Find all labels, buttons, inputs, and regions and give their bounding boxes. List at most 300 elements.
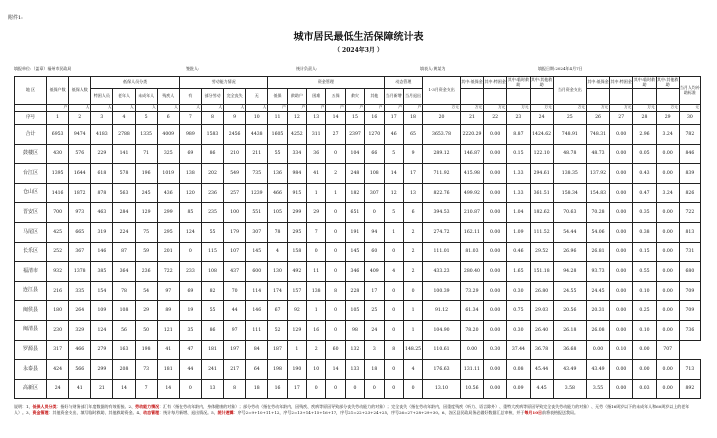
data-cell: 16 <box>307 320 326 340</box>
district-name: 合计 <box>15 125 47 145</box>
table-row <box>15 301 701 321</box>
data-cell: 162.11 <box>460 222 483 242</box>
data-cell: 14 <box>326 360 345 380</box>
data-cell: 16 <box>268 379 287 399</box>
data-cell: 915 <box>287 183 306 203</box>
data-cell: 198 <box>135 340 157 360</box>
data-cell: 154.83 <box>586 183 609 203</box>
units-cell: 元 <box>679 105 700 112</box>
data-cell: 1335 <box>135 125 157 145</box>
data-cell: 722 <box>157 262 179 282</box>
data-cell: 0.00 <box>656 203 679 223</box>
units-cell: 户 <box>307 105 326 112</box>
data-cell: 0.00 <box>633 360 656 380</box>
data-cell: 549 <box>224 164 246 184</box>
header-classification: 残疾人 <box>157 89 179 105</box>
data-cell: 82 <box>201 281 223 301</box>
data-cell: 4438 <box>246 125 268 145</box>
district-name: 高新区 <box>15 379 47 399</box>
units-cell: 人 <box>91 105 113 112</box>
data-cell: 157 <box>287 281 306 301</box>
data-cell: 839 <box>679 164 700 184</box>
seq-cell: 8 <box>201 112 223 125</box>
data-cell: 385 <box>91 262 113 282</box>
data-cell: 60 <box>365 242 384 262</box>
data-cell: 17 <box>365 281 384 301</box>
data-cell: 100.39 <box>423 281 461 301</box>
data-cell: 233 <box>179 262 201 282</box>
data-cell: 130 <box>268 262 287 282</box>
data-cell: 651 <box>345 203 364 223</box>
table-row <box>15 242 701 262</box>
units-cell: 人 <box>246 105 268 112</box>
data-cell: 44 <box>224 301 246 321</box>
data-cell: 0.00 <box>656 242 679 262</box>
data-cell: 181 <box>201 340 223 360</box>
data-cell: 4.45 <box>530 379 553 399</box>
data-cell: 600 <box>246 262 268 282</box>
data-cell: 190 <box>287 360 306 380</box>
data-cell: 13.10 <box>423 379 461 399</box>
units-cell <box>15 105 47 112</box>
data-cell: 8 <box>224 379 246 399</box>
units-cell: 人 <box>135 105 157 112</box>
header-sub2: 其中:低保金 <box>586 77 609 89</box>
data-cell: 4 <box>403 360 422 380</box>
data-cell: 26.96 <box>553 242 586 262</box>
data-cell: 3.24 <box>656 125 679 145</box>
seq-cell: 30 <box>679 112 700 125</box>
data-cell: 0.00 <box>610 301 633 321</box>
data-cell: 56 <box>113 320 135 340</box>
data-cell: 13 <box>201 379 223 399</box>
data-cell: 50 <box>135 320 157 340</box>
header-sub: 其中:其他救助 <box>530 77 553 87</box>
data-cell: 8 <box>384 340 403 360</box>
data-cell: 131.11 <box>460 360 483 380</box>
district-name: 福清市 <box>15 262 47 282</box>
table-header <box>15 77 701 125</box>
data-cell: 433.23 <box>423 262 461 282</box>
data-cell: 973 <box>69 203 91 223</box>
data-cell: 67 <box>268 301 287 321</box>
data-cell: 181 <box>157 360 179 380</box>
data-cell: 158 <box>287 242 306 262</box>
units-cell: 人 <box>69 105 91 112</box>
district-name: 连江县 <box>15 281 47 301</box>
data-cell: 54 <box>135 281 157 301</box>
data-cell: 182 <box>345 183 364 203</box>
data-cell: 346 <box>345 262 364 282</box>
data-cell: 235 <box>201 203 223 223</box>
data-cell: 0.00 <box>484 301 507 321</box>
data-cell: 6953 <box>47 125 69 145</box>
seq-cell: 10 <box>246 112 268 125</box>
data-cell: 59 <box>135 242 157 262</box>
header-funds: 其他 <box>365 89 384 105</box>
data-cell: 466 <box>69 340 91 360</box>
notes-text: ：其他资金支出，填写临时救助、其他救助资金。4、 <box>48 410 144 415</box>
data-cell: 0.09 <box>507 379 530 399</box>
data-cell: 0.46 <box>507 242 530 262</box>
data-cell: 45.44 <box>530 360 553 380</box>
data-cell: 124 <box>91 320 113 340</box>
data-cell: 107 <box>224 242 246 262</box>
units-cell: 万元 <box>530 105 553 112</box>
data-cell: 3 <box>365 340 384 360</box>
data-cell: 0.00 <box>610 281 633 301</box>
units-cell: 人 <box>224 105 246 112</box>
data-cell: 0.00 <box>484 125 507 145</box>
attachment-label: 附件1: <box>8 15 23 21</box>
data-cell: 69 <box>179 144 201 164</box>
data-cell: 367 <box>69 242 91 262</box>
data-cell: 24.45 <box>586 281 609 301</box>
data-cell: 43.49 <box>586 360 609 380</box>
data-cell: 65 <box>403 125 422 145</box>
units-cell: 万元 <box>553 105 586 112</box>
data-cell: 319 <box>91 222 113 242</box>
notes-text: ：汇有（指在劳动年龄内，身体健康的对象）；部分劳动（指在劳动年龄内，因残疾、疾病等原因导致部分丧失劳动能力的对象）；完全丧失（指在劳动年龄内，因重度残疾（听力、语言除外）、重特大疾病等原因导致完全丧失劳动能力的对象）、无劳（指16周岁以下的未成年人和60周岁以上的老年人）。3、 <box>14 404 690 415</box>
data-cell: 665 <box>69 222 91 242</box>
data-cell: 44 <box>179 360 201 380</box>
data-cell: 0.00 <box>484 144 507 164</box>
units-cell: 万元 <box>507 105 530 112</box>
data-cell: 2220.29 <box>460 125 483 145</box>
data-cell: 4183 <box>91 125 113 145</box>
data-cell: 0 <box>384 379 403 399</box>
report-period: （ 2024年3月 ） <box>333 47 384 54</box>
notes-key-dynamic: 动态管理 <box>143 410 160 415</box>
data-cell: 0.75 <box>507 301 530 321</box>
data-cell: 295 <box>157 222 179 242</box>
data-cell: 4 <box>384 262 403 282</box>
data-cell: 61.34 <box>460 301 483 321</box>
table-row <box>15 360 701 380</box>
data-cell: 0.00 <box>484 262 507 282</box>
data-cell: 709 <box>679 281 700 301</box>
data-cell: 822.76 <box>423 183 461 203</box>
data-cell: 2397 <box>345 125 364 145</box>
data-cell: 5 <box>384 144 403 164</box>
data-cell: 4252 <box>287 125 306 145</box>
data-cell: 211 <box>246 144 268 164</box>
data-cell: 0.47 <box>633 183 656 203</box>
header-labor: 部分劳动 <box>201 89 223 105</box>
data-cell: 71 <box>135 144 157 164</box>
data-cell: 1 <box>307 301 326 321</box>
data-cell: 0 <box>307 379 326 399</box>
data-cell: 24.55 <box>553 281 586 301</box>
data-cell: 0 <box>384 320 403 340</box>
data-cell: 104.90 <box>423 320 461 340</box>
table-row <box>15 144 701 164</box>
data-cell: 146.87 <box>460 144 483 164</box>
seq-cell: 17 <box>384 112 403 125</box>
header-total-funds: 1-3月资金支出 <box>423 77 461 105</box>
data-cell: 1395 <box>47 164 69 184</box>
data-cell: 93.73 <box>586 262 609 282</box>
data-cell: 54.44 <box>553 222 586 242</box>
data-cell: 0.10 <box>633 320 656 340</box>
data-cell: 0 <box>326 379 345 399</box>
data-cell: 878 <box>91 183 113 203</box>
data-cell: 578 <box>113 164 135 184</box>
data-cell: 236 <box>201 183 223 203</box>
data-cell: 78 <box>113 281 135 301</box>
data-cell: 0.00 <box>610 144 633 164</box>
data-cell: 0.00 <box>484 379 507 399</box>
data-cell: 274.72 <box>423 222 461 242</box>
data-cell: 424 <box>47 360 69 380</box>
data-cell: 1.33 <box>507 164 530 184</box>
data-cell: 563 <box>113 183 135 203</box>
units-cell: 户 <box>47 105 69 112</box>
data-cell: 989 <box>179 125 201 145</box>
data-cell: 36.78 <box>530 340 553 360</box>
data-cell: 108 <box>365 164 384 184</box>
data-cell: 27 <box>326 125 345 145</box>
data-cell: 210 <box>224 144 246 164</box>
data-cell: 216 <box>47 281 69 301</box>
data-cell: 0.15 <box>633 242 656 262</box>
data-cell: 892 <box>679 379 700 399</box>
header-sub: 其中:临时救助 <box>507 77 530 87</box>
table-row <box>15 379 701 399</box>
table-row <box>15 320 701 340</box>
data-cell: 41 <box>69 379 91 399</box>
data-cell: 711.92 <box>423 164 461 184</box>
data-cell: 311 <box>307 125 326 145</box>
notes <box>14 404 701 416</box>
seq-cell: 1 <box>47 112 69 125</box>
data-cell: 89 <box>157 301 179 321</box>
notes-text: ：序号2=9+10+11+12，序号2=13+14+15+16+17，序号21=22+23+24+25，序号26=27+28+29+30。6、各区县民政局务必做好数据汇总审核，并于 <box>233 410 525 415</box>
data-cell: 69 <box>179 281 201 301</box>
data-cell: 1.09 <box>507 222 530 242</box>
table-body <box>15 125 701 399</box>
data-cell: 0 <box>326 144 345 164</box>
data-cell: 138 <box>307 281 326 301</box>
units-cell: 万元 <box>460 105 483 112</box>
data-cell: 201 <box>157 242 179 262</box>
data-cell: 713 <box>679 360 700 380</box>
data-cell: 0.00 <box>656 164 679 184</box>
data-cell: 2 <box>326 164 345 184</box>
data-cell: 0.25 <box>633 301 656 321</box>
data-cell: 1.33 <box>507 183 530 203</box>
notes-t1: 1、 <box>26 404 33 409</box>
data-cell: 108 <box>113 301 135 321</box>
data-cell: 1239 <box>246 183 268 203</box>
data-cell: 109 <box>91 301 113 321</box>
data-cell: 4009 <box>157 125 179 145</box>
data-cell: 92 <box>287 301 306 321</box>
data-cell: 180 <box>47 301 69 321</box>
data-cell: 2.96 <box>633 125 656 145</box>
seq-cell: 22 <box>484 112 507 125</box>
data-cell: 9474 <box>69 125 91 145</box>
district-name: 马尾区 <box>15 222 47 242</box>
data-cell: 138.35 <box>553 164 586 184</box>
data-cell: 3653.78 <box>423 125 461 145</box>
data-cell: 229 <box>91 144 113 164</box>
district-name: 闽清县 <box>15 320 47 340</box>
data-cell: 0 <box>365 203 384 223</box>
data-cell: 13 <box>403 183 422 203</box>
data-cell: 415.98 <box>460 164 483 184</box>
header-sub2: 其中:临时救助 <box>633 77 656 87</box>
data-cell: 129 <box>287 320 306 340</box>
data-cell: 709 <box>679 301 700 321</box>
district-name: 仓山区 <box>15 183 47 203</box>
data-cell: 115 <box>201 242 223 262</box>
data-cell: 280.40 <box>460 262 483 282</box>
header-households: 低保户数 <box>47 77 69 105</box>
data-cell: 466 <box>268 183 287 203</box>
seq-cell: 26 <box>586 112 609 125</box>
data-cell: 782 <box>679 125 700 145</box>
data-cell: 0.10 <box>633 281 656 301</box>
data-cell: 121 <box>157 320 179 340</box>
seq-cell: 23 <box>507 112 530 125</box>
data-cell: 105 <box>268 203 287 223</box>
data-cell: 208 <box>113 360 135 380</box>
data-cell: 735 <box>246 164 268 184</box>
table-row <box>15 164 701 184</box>
data-cell: 748.91 <box>553 125 586 145</box>
table-row <box>15 262 701 282</box>
data-cell: 0.00 <box>633 340 656 360</box>
data-cell: 145 <box>345 242 364 262</box>
data-cell: 78.20 <box>460 320 483 340</box>
data-cell: 8.87 <box>507 125 530 145</box>
data-cell: 228 <box>345 281 364 301</box>
data-cell: 1872 <box>69 183 91 203</box>
data-cell: 35 <box>179 320 201 340</box>
seq-cell: 29 <box>656 112 679 125</box>
header-dynamic: 当月新增 <box>384 89 403 105</box>
data-cell: 307 <box>246 222 268 242</box>
data-cell: 24 <box>365 320 384 340</box>
data-cell: 0 <box>326 242 345 262</box>
data-cell: 0.00 <box>484 320 507 340</box>
data-cell: 2 <box>403 262 422 282</box>
data-cell: 463 <box>91 203 113 223</box>
data-cell: 133 <box>345 360 364 380</box>
units-cell: 户 <box>365 105 384 112</box>
data-cell: 0.00 <box>656 301 679 321</box>
seq-cell: 5 <box>135 112 157 125</box>
data-cell: 0.00 <box>610 222 633 242</box>
header-group-dynamic: 动态管理 <box>384 77 423 89</box>
report-title: 城市居民最低生活保障统计表 <box>293 32 424 43</box>
data-cell: 11 <box>307 262 326 282</box>
data-cell: 0.00 <box>610 262 633 282</box>
units-cell: 人 <box>113 105 135 112</box>
data-cell: 680 <box>679 262 700 282</box>
statistics-table <box>14 76 701 399</box>
data-cell: 46 <box>384 125 403 145</box>
data-cell: 0.00 <box>610 242 633 262</box>
data-cell: 0.00 <box>484 203 507 223</box>
data-cell: 18 <box>246 379 268 399</box>
data-cell: 0.00 <box>484 222 507 242</box>
data-cell: 145 <box>246 242 268 262</box>
data-cell: 499.92 <box>460 183 483 203</box>
data-cell: 436 <box>157 183 179 203</box>
data-cell: 364 <box>113 262 135 282</box>
data-cell: 41 <box>307 164 326 184</box>
data-cell: 26.40 <box>530 320 553 340</box>
data-cell: 335 <box>69 281 91 301</box>
data-cell: 9 <box>403 144 422 164</box>
data-cell: 224 <box>113 222 135 242</box>
data-cell: 14 <box>157 379 179 399</box>
data-cell: 12 <box>384 183 403 203</box>
data-cell: 700 <box>47 203 69 223</box>
district-name: 晋安区 <box>15 203 47 223</box>
seq-cell: 20 <box>423 112 461 125</box>
data-cell: 138 <box>179 164 201 184</box>
header-classification: 老年人 <box>113 89 135 105</box>
data-cell: 0.00 <box>656 360 679 380</box>
data-cell: 18 <box>365 360 384 380</box>
header-classification: 未成年人 <box>135 89 157 105</box>
data-cell: 146 <box>246 301 268 321</box>
data-cell: 932 <box>47 262 69 282</box>
data-cell: 70.63 <box>553 203 586 223</box>
data-cell: 325 <box>157 144 179 164</box>
data-cell: 0.00 <box>656 281 679 301</box>
data-cell: 248 <box>345 164 364 184</box>
units-cell: 户 <box>268 105 287 112</box>
data-cell: 187 <box>268 340 287 360</box>
data-cell: 20.31 <box>586 301 609 321</box>
table-row <box>15 281 701 301</box>
data-cell: 0.00 <box>484 281 507 301</box>
data-cell: 73.29 <box>460 281 483 301</box>
header-avg-standard: 当月人均补助标准 <box>679 77 700 105</box>
data-cell: 14 <box>384 164 403 184</box>
seq-cell: 6 <box>157 112 179 125</box>
data-cell: 136 <box>268 164 287 184</box>
data-cell: 0 <box>326 222 345 242</box>
data-cell: 307 <box>365 183 384 203</box>
data-cell: 0.00 <box>610 183 633 203</box>
district-name: 鼓楼区 <box>15 144 47 164</box>
data-cell: 279 <box>91 340 113 360</box>
data-cell: 1 <box>384 222 403 242</box>
data-cell: 176.63 <box>423 360 461 380</box>
filler-label: 填表人:黄某为 <box>420 66 446 71</box>
notes-text: ：指好与财务部门年度数据的有效衔接。2、 <box>56 404 136 409</box>
notes-key-labor: 劳动能力情况 <box>135 404 160 409</box>
data-cell: 0 <box>403 379 422 399</box>
data-cell: 97 <box>157 281 179 301</box>
header-sub2: 其中:特困金 <box>610 77 633 89</box>
data-cell: 0.30 <box>507 281 530 301</box>
data-cell: 0 <box>326 203 345 223</box>
data-cell: 2788 <box>113 125 135 145</box>
data-cell: 6 <box>403 203 422 223</box>
data-cell: 122.10 <box>530 144 553 164</box>
data-cell: 163 <box>113 340 135 360</box>
data-cell: 0.00 <box>610 125 633 145</box>
data-cell: 146 <box>91 242 113 262</box>
data-cell: 0 <box>326 301 345 321</box>
data-cell: 1605 <box>268 125 287 145</box>
